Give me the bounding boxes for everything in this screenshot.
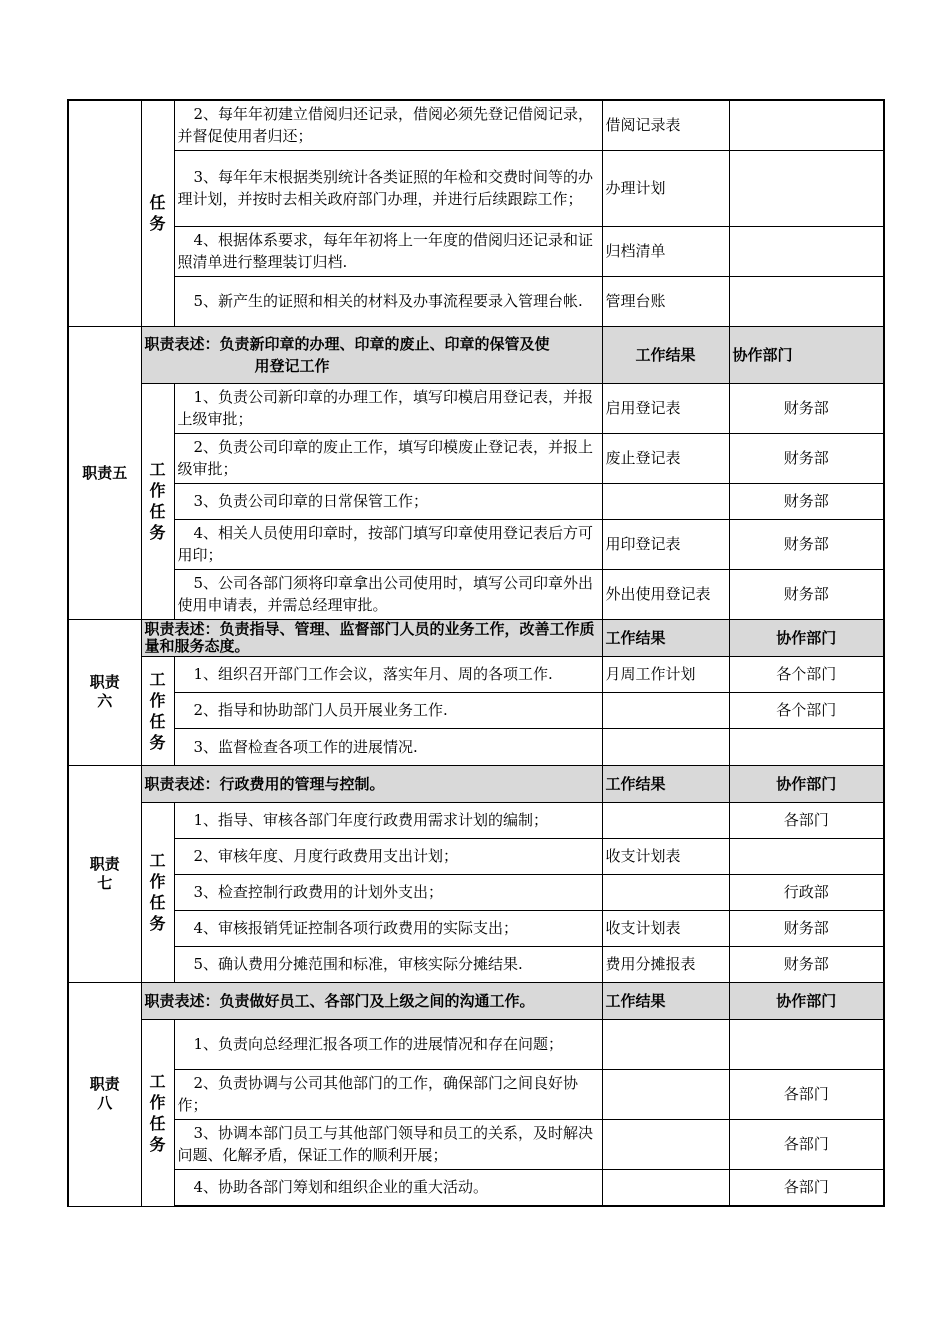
- duty-label-6: 职责六: [68, 619, 141, 765]
- task-text: 1、负责向总经理汇报各项工作的进展情况和存在问题；: [174, 1019, 602, 1069]
- task-result: 归档清单: [602, 226, 729, 276]
- result-header: 工作结果: [602, 326, 729, 383]
- task-text: 3、监督检查各项工作的进展情况.: [174, 728, 602, 765]
- task-dept: [729, 728, 884, 765]
- dept-header: 协作部门: [729, 982, 884, 1019]
- dept-header: 协作部门: [729, 326, 884, 383]
- task-text: 1、负责公司新印章的办理工作，填写印模启用登记表，并报上级审批；: [174, 383, 602, 433]
- table-row: [68, 1019, 884, 1069]
- duty-description: 职责表述：负责指导、管理、监督部门人员的业务工作，改善工作质量和服务态度。: [141, 619, 602, 656]
- task-result: 管理台账: [602, 276, 729, 326]
- task-label-4: 任务: [141, 100, 174, 326]
- table-row: [68, 1069, 884, 1119]
- task-dept: 财务部: [729, 946, 884, 982]
- task-text: 5、确认费用分摊范围和标准，审核实际分摊结果.: [174, 946, 602, 982]
- duty-header-row: [68, 765, 884, 802]
- duty-header-row: [68, 982, 884, 1019]
- task-text: 2、负责公司印章的废止工作，填写印模废止登记表，并报上级审批；: [174, 433, 602, 483]
- table-row: [68, 874, 884, 910]
- task-result: [602, 1119, 729, 1169]
- task-result: 借阅记录表: [602, 100, 729, 150]
- task-dept: 财务部: [729, 383, 884, 433]
- result-header: 工作结果: [602, 765, 729, 802]
- table-row: [68, 1119, 884, 1169]
- task-text: 3、协调本部门员工与其他部门领导和员工的关系，及时解决问题、化解矛盾，保证工作的顺利开展；: [174, 1119, 602, 1169]
- task-result: [602, 802, 729, 838]
- table-row: [68, 838, 884, 874]
- task-dept: 财务部: [729, 483, 884, 519]
- task-result: 用印登记表: [602, 519, 729, 569]
- task-text: 3、负责公司印章的日常保管工作；: [174, 483, 602, 519]
- task-result: 月周工作计划: [602, 656, 729, 692]
- task-result: 收支计划表: [602, 910, 729, 946]
- task-text: 4、相关人员使用印章时，按部门填写印章使用登记表后方可用印；: [174, 519, 602, 569]
- duty-label-5: 职责五: [68, 326, 141, 619]
- task-dept: [729, 276, 884, 326]
- table-row: [68, 692, 884, 728]
- task-text: 2、每年年初建立借阅归还记录，借阅必须先登记借阅记录，并督促使用者归还；: [174, 100, 602, 150]
- task-result: [602, 692, 729, 728]
- task-result: 启用登记表: [602, 383, 729, 433]
- duty-description: 职责表述：行政费用的管理与控制。: [141, 765, 602, 802]
- task-label-8: 工作任务: [141, 1019, 174, 1206]
- task-text: 5、新产生的证照和相关的材料及办事流程要录入管理台帐.: [174, 276, 602, 326]
- task-dept: [729, 838, 884, 874]
- task-dept: 财务部: [729, 519, 884, 569]
- task-result: [602, 728, 729, 765]
- task-dept: 各个部门: [729, 692, 884, 728]
- task-result: [602, 874, 729, 910]
- table-row: [68, 802, 884, 838]
- task-label-5: 工作任务: [141, 383, 174, 619]
- table-row: [68, 383, 884, 433]
- task-dept: 财务部: [729, 910, 884, 946]
- task-result: 外出使用登记表: [602, 569, 729, 619]
- task-text: 4、根据体系要求，每年年初将上一年度的借阅归还记录和证照清单进行整理装订归档.: [174, 226, 602, 276]
- table-row: [68, 519, 884, 569]
- task-result: [602, 1019, 729, 1069]
- table-row: [68, 100, 884, 150]
- table-row: [68, 728, 884, 765]
- task-result: 废止登记表: [602, 433, 729, 483]
- duty-description-line1: 职责表述：负责新印章的办理、印章的废止、印章的保管及使: [144, 334, 550, 353]
- task-result: [602, 1169, 729, 1206]
- task-dept: 各部门: [729, 802, 884, 838]
- table-row: [68, 569, 884, 619]
- dept-header: 协作部门: [729, 765, 884, 802]
- task-dept: 财务部: [729, 569, 884, 619]
- duty-description: [141, 326, 602, 383]
- task-dept: 各个部门: [729, 656, 884, 692]
- table-row: [68, 276, 884, 326]
- table-row: [68, 483, 884, 519]
- task-dept: [729, 226, 884, 276]
- task-result: [602, 483, 729, 519]
- task-dept: 各部门: [729, 1069, 884, 1119]
- task-text: 3、每年年末根据类别统计各类证照的年检和交费时间等的办理计划，并按时去相关政府部门办理，并进行后续跟踪工作；: [174, 150, 602, 226]
- table-row: [68, 433, 884, 483]
- result-header: 工作结果: [602, 982, 729, 1019]
- duty-description-line2: 用登记工作: [254, 356, 330, 375]
- task-text: 2、审核年度、月度行政费用支出计划；: [174, 838, 602, 874]
- table-row: [68, 1169, 884, 1206]
- task-dept: 各部门: [729, 1169, 884, 1206]
- table-row: [68, 656, 884, 692]
- table-row: [68, 910, 884, 946]
- duty-header-row: [68, 619, 884, 656]
- dept-header: 协作部门: [729, 619, 884, 656]
- table-row: [68, 150, 884, 226]
- duty-label-cell-4: [68, 100, 141, 326]
- task-result: 费用分摊报表: [602, 946, 729, 982]
- task-result: 办理计划: [602, 150, 729, 226]
- duty-label-8: 职责八: [68, 982, 141, 1206]
- duty-description: 职责表述：负责做好员工、各部门及上级之间的沟通工作。: [141, 982, 602, 1019]
- task-label-6: 工作任务: [141, 656, 174, 765]
- task-result: [602, 1069, 729, 1119]
- task-text: 2、指导和协助部门人员开展业务工作.: [174, 692, 602, 728]
- duty-label-7: 职责七: [68, 765, 141, 982]
- table-row: [68, 946, 884, 982]
- task-text: 1、指导、审核各部门年度行政费用需求计划的编制；: [174, 802, 602, 838]
- task-text: 1、组织召开部门工作会议，落实年月、周的各项工作.: [174, 656, 602, 692]
- duty-header-row: [68, 326, 884, 383]
- table-row: [68, 226, 884, 276]
- task-dept: 各部门: [729, 1119, 884, 1169]
- task-dept: 财务部: [729, 433, 884, 483]
- task-text: 4、协助各部门筹划和组织企业的重大活动。: [174, 1169, 602, 1206]
- task-text: 3、检查控制行政费用的计划外支出；: [174, 874, 602, 910]
- task-result: 收支计划表: [602, 838, 729, 874]
- task-dept: [729, 100, 884, 150]
- task-text: 5、公司各部门须将印章拿出公司使用时，填写公司印章外出使用申请表，并需总经理审批。: [174, 569, 602, 619]
- result-header: 工作结果: [602, 619, 729, 656]
- task-dept: [729, 1019, 884, 1069]
- task-dept: [729, 150, 884, 226]
- task-label-7: 工作任务: [141, 802, 174, 982]
- task-text: 4、审核报销凭证控制各项行政费用的实际支出；: [174, 910, 602, 946]
- duty-table: [67, 99, 885, 1207]
- task-text: 2、负责协调与公司其他部门的工作，确保部门之间良好协作；: [174, 1069, 602, 1119]
- task-dept: 行政部: [729, 874, 884, 910]
